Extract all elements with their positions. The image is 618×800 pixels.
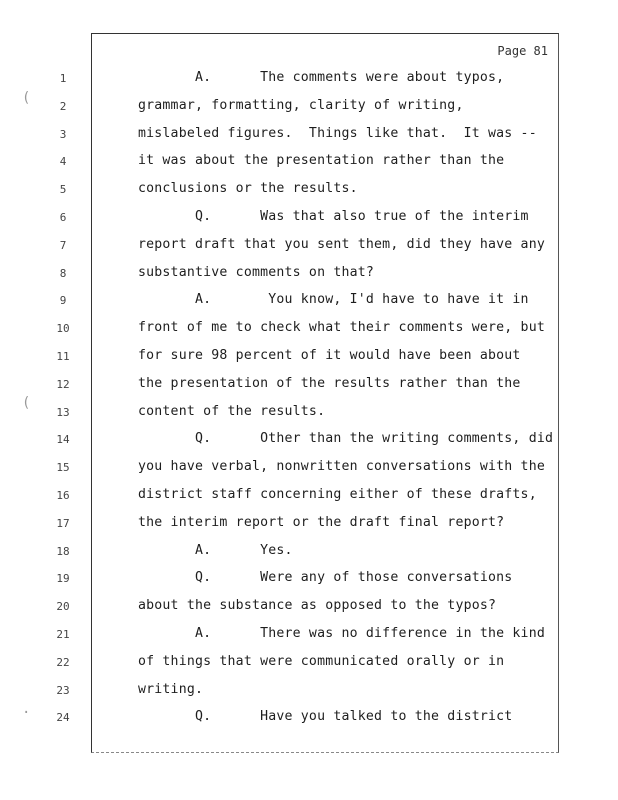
line-text: A. There was no difference in the kind — [138, 626, 545, 641]
line-text: substantive comments on that? — [138, 264, 375, 280]
line-text: A. Yes. — [138, 542, 293, 558]
margin-mark: · — [22, 705, 31, 721]
line-text: for sure 98 percent of it would have been about — [138, 348, 521, 363]
line-number: 5 — [59, 183, 67, 197]
line-text: report draft that you sent them, did they have any — [138, 236, 545, 252]
line-number: 18 — [56, 544, 70, 558]
line-number: 21 — [56, 628, 70, 641]
transcript-page — [56, 33, 559, 753]
line-text: Q. Was that also true of the interim — [138, 209, 529, 224]
line-text: A. The comments were about typos, — [138, 70, 505, 85]
line-text: A. You know, I'd have to have it in — [138, 292, 529, 308]
line-text: district staff concerning either of these drafts, — [138, 487, 537, 502]
line-text: Q. Other than the writing comments, did — [138, 431, 554, 447]
line-text: writing. — [138, 681, 204, 697]
line-text: Q. Have you talked to the district — [138, 709, 513, 725]
page-number: Page 81 — [497, 44, 548, 58]
line-number: 10 — [56, 322, 70, 336]
margin-mark: ( — [22, 90, 31, 106]
line-text: conclusions or the results. — [138, 181, 358, 197]
line-number: 9 — [59, 294, 67, 308]
line-number: 15 — [56, 461, 70, 475]
line-text: you have verbal, nonwritten conversations with the — [138, 459, 545, 475]
line-number: 11 — [56, 350, 70, 363]
line-number: 22 — [56, 655, 70, 669]
line-text: grammar, formatting, clarity of writing, — [138, 97, 464, 113]
line-text: the presentation of the results rather than the — [138, 375, 521, 391]
line-number: 17 — [56, 516, 70, 530]
line-number: 7 — [59, 238, 67, 252]
line-number: 3 — [59, 127, 67, 141]
line-number: 24 — [56, 711, 70, 725]
line-number: 14 — [56, 433, 70, 447]
line-text: it was about the presentation rather than the — [138, 153, 505, 169]
line-text: the interim report or the draft final report? — [138, 514, 505, 530]
line-number: 12 — [56, 377, 70, 391]
line-number: 1 — [59, 72, 67, 85]
line-number: 19 — [56, 572, 70, 586]
line-text: Q. Were any of those conversations — [138, 570, 513, 586]
line-number: 20 — [56, 600, 70, 614]
line-number: 23 — [56, 683, 70, 697]
line-text: front of me to check what their comments were, but — [138, 320, 545, 336]
line-text: content of the results. — [138, 403, 326, 419]
line-text: of things that were communicated orally or in — [138, 653, 505, 669]
line-number: 6 — [59, 211, 67, 224]
line-text: mislabeled figures. Things like that. It was -- — [138, 125, 537, 141]
margin-mark: ( — [22, 395, 31, 411]
line-number: 2 — [59, 99, 67, 113]
line-number: 16 — [56, 489, 70, 502]
line-number: 8 — [59, 266, 67, 280]
line-number: 13 — [56, 405, 70, 419]
line-text: about the substance as opposed to the typos? — [138, 598, 497, 614]
line-number: 4 — [59, 155, 67, 169]
